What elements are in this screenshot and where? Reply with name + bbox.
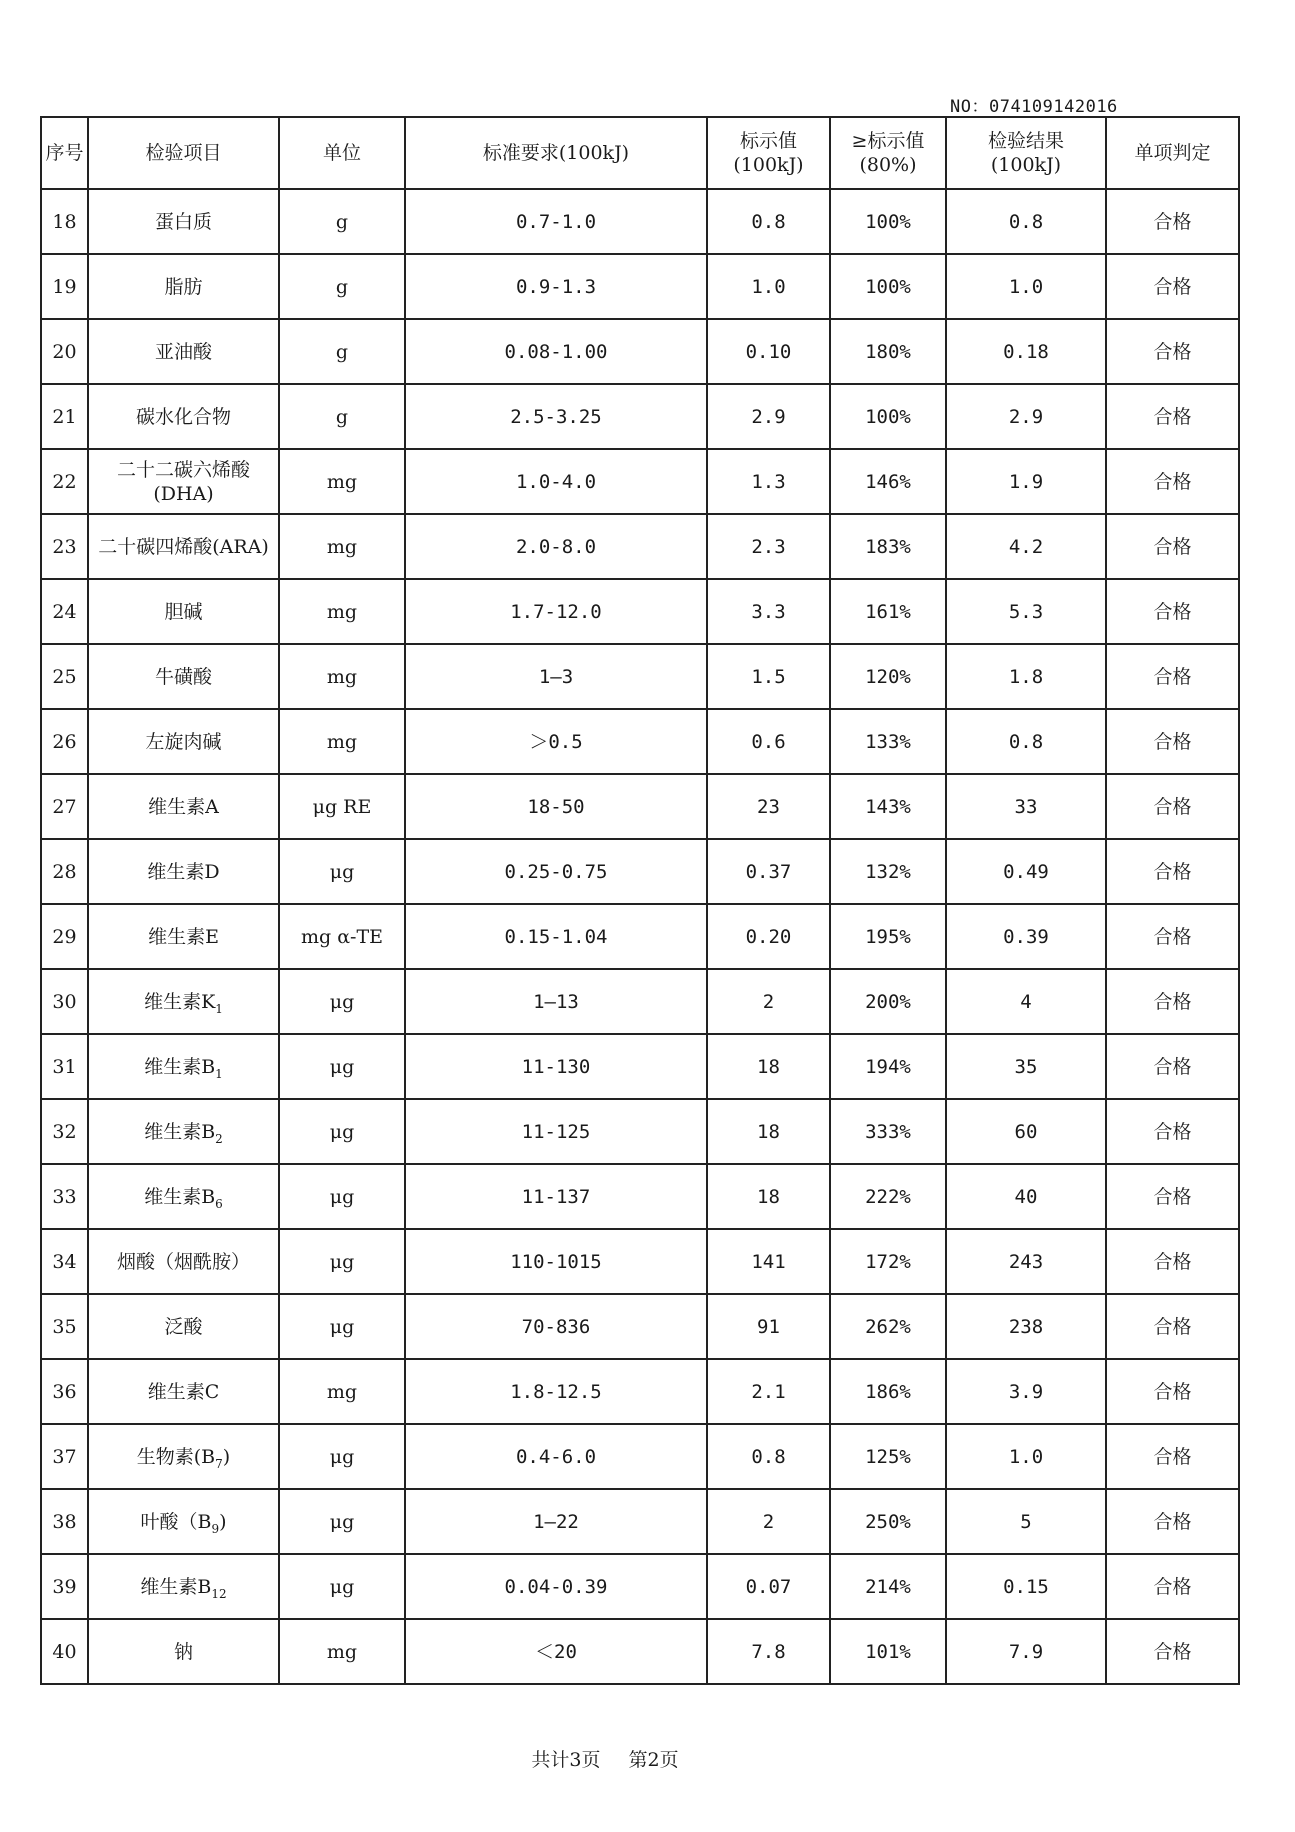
item-cell [88, 904, 279, 969]
labeled-value-cell: 2.9 [707, 384, 830, 449]
item-cell [88, 709, 279, 774]
labeled-value-cell: 0.6 [707, 709, 830, 774]
table-row [41, 709, 1239, 774]
seq-cell: 27 [41, 774, 88, 839]
table-body [41, 189, 1239, 1684]
verdict-cell: 合格 [1106, 254, 1239, 319]
unit-cell: mg [279, 709, 405, 774]
item-cell [88, 1164, 279, 1229]
verdict-cell: 合格 [1106, 514, 1239, 579]
item-subscript: 2 [215, 1131, 223, 1146]
unit-cell: mg [279, 1619, 405, 1684]
seq-cell: 34 [41, 1229, 88, 1294]
table-row [41, 1294, 1239, 1359]
labeled-value-cell: 91 [707, 1294, 830, 1359]
item-cell [88, 384, 279, 449]
ratio-cell: 143% [830, 774, 946, 839]
ratio-cell: 100% [830, 254, 946, 319]
labeled-value-cell: 18 [707, 1099, 830, 1164]
standard-cell: 0.7-1.0 [405, 189, 707, 254]
table-row [41, 1424, 1239, 1489]
item-subscript: 6 [215, 1196, 223, 1211]
seq-cell: 40 [41, 1619, 88, 1684]
seq-cell: 35 [41, 1294, 88, 1359]
ratio-cell: 222% [830, 1164, 946, 1229]
verdict-cell: 合格 [1106, 1619, 1239, 1684]
labeled-value-cell: 2 [707, 969, 830, 1034]
item-cell [88, 969, 279, 1034]
ratio-cell: 195% [830, 904, 946, 969]
seq-cell: 38 [41, 1489, 88, 1554]
table-row [41, 514, 1239, 579]
standard-cell: ＞0.5 [405, 709, 707, 774]
item-cell [88, 1424, 279, 1489]
item-cell [88, 1554, 279, 1619]
result-cell: 238 [946, 1294, 1106, 1359]
result-cell: 243 [946, 1229, 1106, 1294]
verdict-cell: 合格 [1106, 319, 1239, 384]
unit-cell: mg [279, 579, 405, 644]
table-row [41, 774, 1239, 839]
unit-cell: mg α-TE [279, 904, 405, 969]
header-ratio [830, 117, 946, 189]
seq-cell: 19 [41, 254, 88, 319]
verdict-cell: 合格 [1106, 1164, 1239, 1229]
verdict-cell: 合格 [1106, 644, 1239, 709]
standard-cell: 0.04-0.39 [405, 1554, 707, 1619]
verdict-cell: 合格 [1106, 839, 1239, 904]
seq-cell: 20 [41, 319, 88, 384]
item-cell [88, 1489, 279, 1554]
ratio-cell: 120% [830, 644, 946, 709]
item-name: 亚油酸 [154, 340, 212, 363]
table-row [41, 449, 1239, 514]
standard-cell: ＜20 [405, 1619, 707, 1684]
header-label: 序号 [45, 142, 84, 164]
table-row [41, 579, 1239, 644]
verdict-cell: 合格 [1106, 1489, 1239, 1554]
item-name: 碳水化合物 [135, 405, 231, 428]
seq-cell: 23 [41, 514, 88, 579]
labeled-value-cell: 2 [707, 1489, 830, 1554]
item-cell [88, 1619, 279, 1684]
standard-cell: 0.15-1.04 [405, 904, 707, 969]
unit-cell: μg [279, 969, 405, 1034]
result-cell: 3.9 [946, 1359, 1106, 1424]
table-row [41, 969, 1239, 1034]
header-verdict [1106, 117, 1239, 189]
table-row [41, 839, 1239, 904]
seq-cell: 26 [41, 709, 88, 774]
header-standard [405, 117, 707, 189]
labeled-value-cell: 141 [707, 1229, 830, 1294]
total-pages: 共计3页 [531, 1749, 601, 1771]
unit-cell: mg [279, 514, 405, 579]
result-cell: 4 [946, 969, 1106, 1034]
verdict-cell: 合格 [1106, 709, 1239, 774]
header-unit [279, 117, 405, 189]
header-label: 单位 [322, 142, 361, 164]
labeled-value-cell: 0.8 [707, 189, 830, 254]
item-name: 生物素(B [136, 1445, 216, 1468]
item-cell [88, 319, 279, 384]
item-subscript: 1 [215, 1066, 223, 1081]
item-name: 维生素B [144, 1055, 216, 1078]
labeled-value-cell: 1.5 [707, 644, 830, 709]
result-cell: 1.9 [946, 449, 1106, 514]
result-cell: 0.39 [946, 904, 1106, 969]
unit-cell: μg [279, 1294, 405, 1359]
table-row [41, 1359, 1239, 1424]
seq-cell: 29 [41, 904, 88, 969]
seq-cell: 30 [41, 969, 88, 1034]
labeled-value-cell: 1.3 [707, 449, 830, 514]
unit-cell: g [279, 319, 405, 384]
unit-cell: g [279, 384, 405, 449]
table-header-row [41, 117, 1239, 189]
standard-cell: 0.4-6.0 [405, 1424, 707, 1489]
seq-cell: 22 [41, 449, 88, 514]
item-cell [88, 644, 279, 709]
verdict-cell: 合格 [1106, 1359, 1239, 1424]
standard-cell: 2.5-3.25 [405, 384, 707, 449]
header-label: 检验结果 [987, 130, 1064, 152]
verdict-cell: 合格 [1106, 384, 1239, 449]
header-labeled [707, 117, 830, 189]
result-cell: 7.9 [946, 1619, 1106, 1684]
table-row [41, 189, 1239, 254]
table-row [41, 1619, 1239, 1684]
ratio-cell: 183% [830, 514, 946, 579]
result-cell: 0.18 [946, 319, 1106, 384]
labeled-value-cell: 18 [707, 1164, 830, 1229]
table-row [41, 384, 1239, 449]
ratio-cell: 200% [830, 969, 946, 1034]
document-number: NO：074109142016 [950, 97, 1118, 117]
labeled-value-cell: 2.3 [707, 514, 830, 579]
header-sub-label: (100kJ) [990, 154, 1062, 176]
verdict-cell: 合格 [1106, 1034, 1239, 1099]
verdict-cell: 合格 [1106, 774, 1239, 839]
labeled-value-cell: 18 [707, 1034, 830, 1099]
ratio-cell: 250% [830, 1489, 946, 1554]
standard-cell: 2.0-8.0 [405, 514, 707, 579]
item-subscript: 12 [211, 1586, 227, 1601]
item-name: 维生素C [147, 1380, 220, 1403]
verdict-cell: 合格 [1106, 1099, 1239, 1164]
item-cell [88, 579, 279, 644]
ratio-cell: 333% [830, 1099, 946, 1164]
labeled-value-cell: 3.3 [707, 579, 830, 644]
item-suffix: ) [219, 1510, 227, 1533]
labeled-value-cell: 0.10 [707, 319, 830, 384]
table-row [41, 1034, 1239, 1099]
result-cell: 4.2 [946, 514, 1106, 579]
unit-cell: μg [279, 839, 405, 904]
table-row [41, 1229, 1239, 1294]
standard-cell: 0.25-0.75 [405, 839, 707, 904]
seq-cell: 24 [41, 579, 88, 644]
standard-cell: 18-50 [405, 774, 707, 839]
ratio-cell: 161% [830, 579, 946, 644]
unit-cell: g [279, 189, 405, 254]
seq-cell: 25 [41, 644, 88, 709]
seq-cell: 36 [41, 1359, 88, 1424]
verdict-cell: 合格 [1106, 189, 1239, 254]
seq-cell: 37 [41, 1424, 88, 1489]
verdict-cell: 合格 [1106, 1294, 1239, 1359]
result-cell: 5 [946, 1489, 1106, 1554]
unit-cell: μg RE [279, 774, 405, 839]
item-cell [88, 1229, 279, 1294]
result-cell: 1.0 [946, 1424, 1106, 1489]
ratio-cell: 132% [830, 839, 946, 904]
labeled-value-cell: 1.0 [707, 254, 830, 319]
page-footer [0, 1745, 1210, 1772]
seq-cell: 18 [41, 189, 88, 254]
result-cell: 0.8 [946, 189, 1106, 254]
result-cell: 5.3 [946, 579, 1106, 644]
standard-cell: 1.0-4.0 [405, 449, 707, 514]
verdict-cell: 合格 [1106, 904, 1239, 969]
header-label: 标准要求(100kJ) [482, 142, 630, 164]
seq-cell: 28 [41, 839, 88, 904]
table-row [41, 319, 1239, 384]
labeled-value-cell: 0.8 [707, 1424, 830, 1489]
standard-cell: 11-125 [405, 1099, 707, 1164]
item-cell [88, 839, 279, 904]
header-result [946, 117, 1106, 189]
seq-cell: 31 [41, 1034, 88, 1099]
ratio-cell: 100% [830, 189, 946, 254]
table-row [41, 904, 1239, 969]
table-row [41, 1099, 1239, 1164]
table-row [41, 254, 1239, 319]
table-row [41, 1164, 1239, 1229]
unit-cell: μg [279, 1489, 405, 1554]
standard-cell: 1.8-12.5 [405, 1359, 707, 1424]
item-cell [88, 449, 279, 514]
standard-cell: 1—13 [405, 969, 707, 1034]
unit-cell: g [279, 254, 405, 319]
labeled-value-cell: 0.20 [707, 904, 830, 969]
result-cell: 35 [946, 1034, 1106, 1099]
verdict-cell: 合格 [1106, 1554, 1239, 1619]
result-cell: 0.15 [946, 1554, 1106, 1619]
header-label: 标示值 [739, 130, 797, 152]
item-name: 钠 [173, 1640, 193, 1663]
seq-cell: 33 [41, 1164, 88, 1229]
item-name: 二十二碳六烯酸 [116, 458, 250, 481]
item-cell [88, 1359, 279, 1424]
item-name: 维生素B [140, 1575, 212, 1598]
standard-cell: 1—22 [405, 1489, 707, 1554]
item-name: 左旋肉碱 [145, 730, 222, 753]
labeled-value-cell: 23 [707, 774, 830, 839]
result-cell: 0.49 [946, 839, 1106, 904]
item-name: 烟酸（烟酰胺） [116, 1250, 250, 1273]
standard-cell: 0.08-1.00 [405, 319, 707, 384]
standard-cell: 11-130 [405, 1034, 707, 1099]
item-name: 脂肪 [164, 275, 203, 298]
unit-cell: μg [279, 1164, 405, 1229]
item-cell [88, 189, 279, 254]
result-cell: 1.0 [946, 254, 1106, 319]
result-cell: 0.8 [946, 709, 1106, 774]
item-name: 维生素B [144, 1185, 216, 1208]
result-cell: 1.8 [946, 644, 1106, 709]
item-name: 泛酸 [164, 1315, 203, 1338]
item-cell [88, 1294, 279, 1359]
standard-cell: 1.7-12.0 [405, 579, 707, 644]
ratio-cell: 186% [830, 1359, 946, 1424]
verdict-cell: 合格 [1106, 449, 1239, 514]
ratio-cell: 180% [830, 319, 946, 384]
standard-cell: 70-836 [405, 1294, 707, 1359]
verdict-cell: 合格 [1106, 1229, 1239, 1294]
labeled-value-cell: 0.07 [707, 1554, 830, 1619]
item-name: 叶酸（B [140, 1510, 212, 1533]
unit-cell: mg [279, 1359, 405, 1424]
item-name: 胆碱 [164, 600, 203, 623]
verdict-cell: 合格 [1106, 1424, 1239, 1489]
ratio-cell: 125% [830, 1424, 946, 1489]
item-name: 维生素K [144, 990, 216, 1013]
item-cell [88, 1099, 279, 1164]
header-label: 检验项目 [145, 142, 222, 164]
item-cell [88, 1034, 279, 1099]
seq-cell: 32 [41, 1099, 88, 1164]
ratio-cell: 194% [830, 1034, 946, 1099]
unit-cell: mg [279, 449, 405, 514]
result-cell: 33 [946, 774, 1106, 839]
header-sub-label: (80%) [859, 154, 917, 176]
header-label: 单项判定 [1134, 142, 1211, 164]
unit-cell: μg [279, 1424, 405, 1489]
seq-cell: 39 [41, 1554, 88, 1619]
standard-cell: 1—3 [405, 644, 707, 709]
item-name-line2: (DHA) [153, 482, 214, 505]
item-name: 维生素A [148, 795, 219, 818]
standard-cell: 11-137 [405, 1164, 707, 1229]
result-cell: 40 [946, 1164, 1106, 1229]
item-subscript: 9 [211, 1521, 220, 1536]
ratio-cell: 146% [830, 449, 946, 514]
labeled-value-cell: 7.8 [707, 1619, 830, 1684]
item-subscript: 1 [215, 1001, 223, 1016]
ratio-cell: 262% [830, 1294, 946, 1359]
standard-cell: 110-1015 [405, 1229, 707, 1294]
unit-cell: μg [279, 1229, 405, 1294]
ratio-cell: 133% [830, 709, 946, 774]
standard-cell: 0.9-1.3 [405, 254, 707, 319]
verdict-cell: 合格 [1106, 969, 1239, 1034]
item-name: 维生素E [148, 925, 219, 948]
seq-cell: 21 [41, 384, 88, 449]
item-cell [88, 514, 279, 579]
table-row [41, 644, 1239, 709]
verdict-cell: 合格 [1106, 579, 1239, 644]
result-cell: 60 [946, 1099, 1106, 1164]
item-subscript: 7 [215, 1456, 223, 1471]
item-suffix: ) [222, 1445, 231, 1468]
unit-cell: μg [279, 1099, 405, 1164]
labeled-value-cell: 0.37 [707, 839, 830, 904]
unit-cell: μg [279, 1554, 405, 1619]
current-page: 第2页 [628, 1749, 679, 1771]
ratio-cell: 101% [830, 1619, 946, 1684]
labeled-value-cell: 2.1 [707, 1359, 830, 1424]
item-cell [88, 254, 279, 319]
item-name: 维生素B [144, 1120, 216, 1143]
table-row [41, 1554, 1239, 1619]
unit-cell: μg [279, 1034, 405, 1099]
header-item [88, 117, 279, 189]
ratio-cell: 100% [830, 384, 946, 449]
header-sub-label: (100kJ) [733, 154, 804, 176]
result-cell: 2.9 [946, 384, 1106, 449]
item-name: 蛋白质 [154, 210, 212, 233]
item-cell [88, 774, 279, 839]
header-label: ≥标示值 [851, 130, 925, 152]
item-name: 二十碳四烯酸(ARA) [98, 535, 269, 558]
ratio-cell: 172% [830, 1229, 946, 1294]
item-name: 牛磺酸 [154, 665, 212, 688]
header-seq [41, 117, 88, 189]
inspection-table [40, 116, 1240, 1685]
item-name: 维生素D [147, 860, 220, 883]
unit-cell: mg [279, 644, 405, 709]
table-row [41, 1489, 1239, 1554]
ratio-cell: 214% [830, 1554, 946, 1619]
